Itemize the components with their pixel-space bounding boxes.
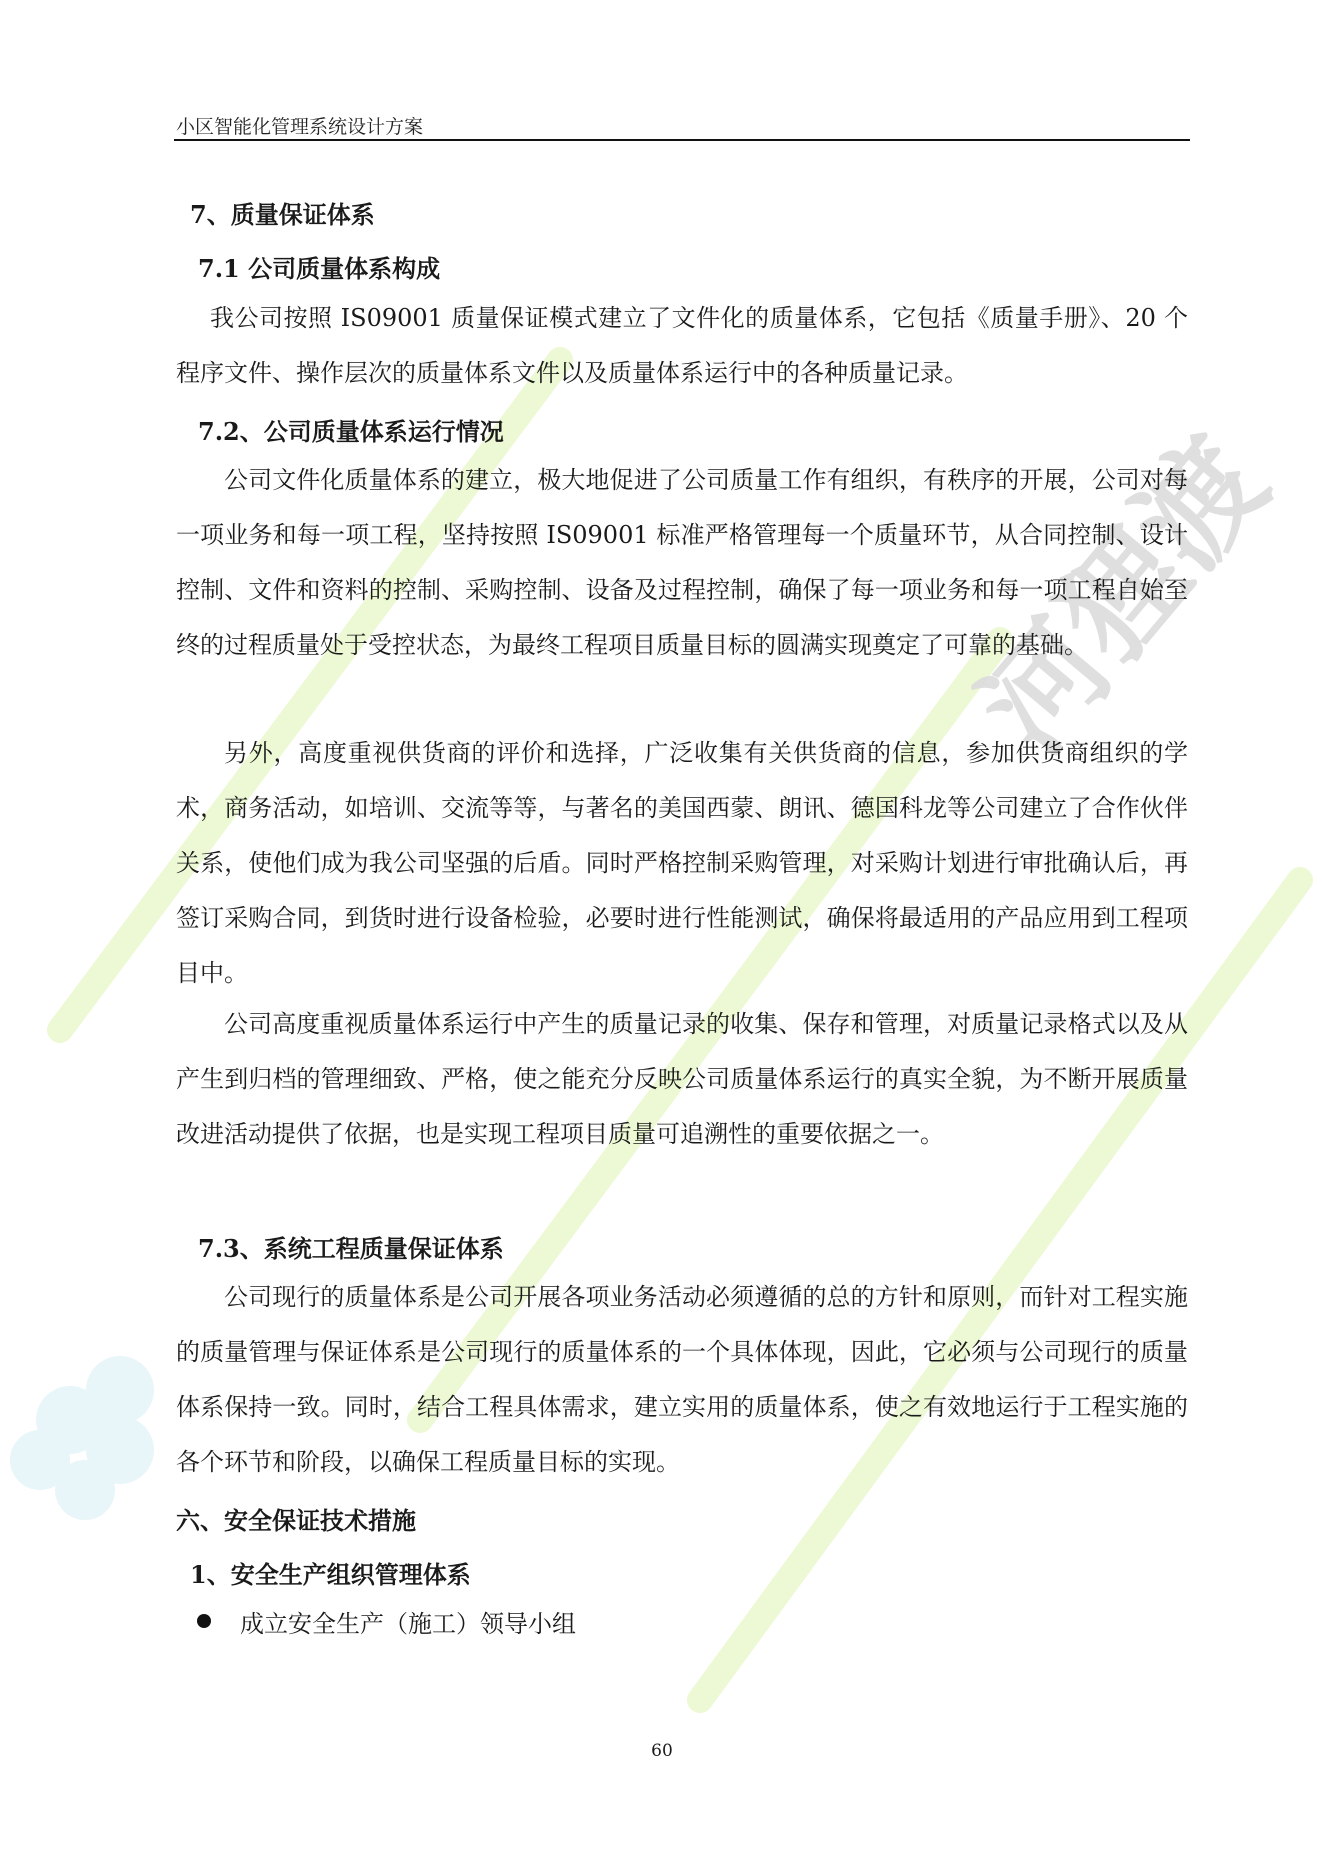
section-7-1-paragraph: 我公司按照 IS09001 质量保证模式建立了文件化的质量体系，它包括《质量手册》、20 个程序文件、操作层次的质量体系文件以及质量体系运行中的各种质量记录。 [176,304,1188,387]
section-7-title: 7、质量保证体系 [190,200,375,229]
section-7-3-paragraph: 公司现行的质量体系是公司开展各项业务活动必须遵循的总的方针和原则，而针对工程实施的质量管理与保证体系是公司现行的质量体系的一个具体体现，因此，它必须与公司现行的质量体系保持一致。同时，结合工程具体需求，建立实用的质量体系，使之有效地运行于工程实施的各个环节和阶段，以确保工程质量目标的实现。 [176,1283,1188,1476]
section-7-2-paragraph-3: 公司高度重视质量体系运行中产生的质量记录的收集、保存和管理，对质量记录格式以及从产生到归档的管理细致、严格，使之能充分反映公司质量体系运行的真实全貌，为不断开展质量改进活动提供了依据，也是实现工程项目质量可追溯性的重要依据之一。 [176,1010,1188,1148]
svg-text:河狸渡: 河狸渡 [955,413,1294,779]
section-6-1-title: 1、安全生产组织管理体系 [190,1560,471,1589]
bullet-dot-icon [197,1614,211,1628]
running-header: 小区智能化管理系统设计方案 [176,116,424,138]
flower-logo-icon [10,1356,154,1520]
section-7-2-title: 7.2、公司质量体系运行情况 [198,417,504,446]
section-7-2-paragraph-2: 另外，高度重视供货商的评价和选择，广泛收集有关供货商的信息，参加供货商组织的学术，商务活动，如培训、交流等等，与著名的美国西蒙、朗讯、德国科龙等公司建立了合作伙伴关系，使他们成为我公司坚强的后盾。同时严格控制采购管理，对采购计划进行审批确认后，再签订采购合同，到货时进行设备检验，必要时进行性能测试，确保将最适用的产品应用到工程项目中。 [176,739,1188,987]
section-6-title: 六、安全保证技术措施 [176,1506,416,1535]
bullet-item: 成立安全生产（施工）领导小组 [240,1610,576,1638]
section-7-1-title: 7.1 公司质量体系构成 [198,254,441,283]
page-number: 60 [651,1741,673,1761]
header-rule [174,139,1190,141]
section-7-3-title: 7.3、系统工程质量保证体系 [198,1234,504,1263]
section-7-2-paragraph-1: 公司文件化质量体系的建立，极大地促进了公司质量工作有组织，有秩序的开展，公司对每一项业务和每一项工程，坚持按照 IS09001 标准严格管理每一个质量环节，从合同控制、设计控制、文件和资料的控制、采购控制、设备及过程控制，确保了每一项业务和每一项工程自始至终的过程质量处于受控状态，为最终工程项目质量目标的圆满实现奠定了可靠的基础。 [176,466,1188,659]
